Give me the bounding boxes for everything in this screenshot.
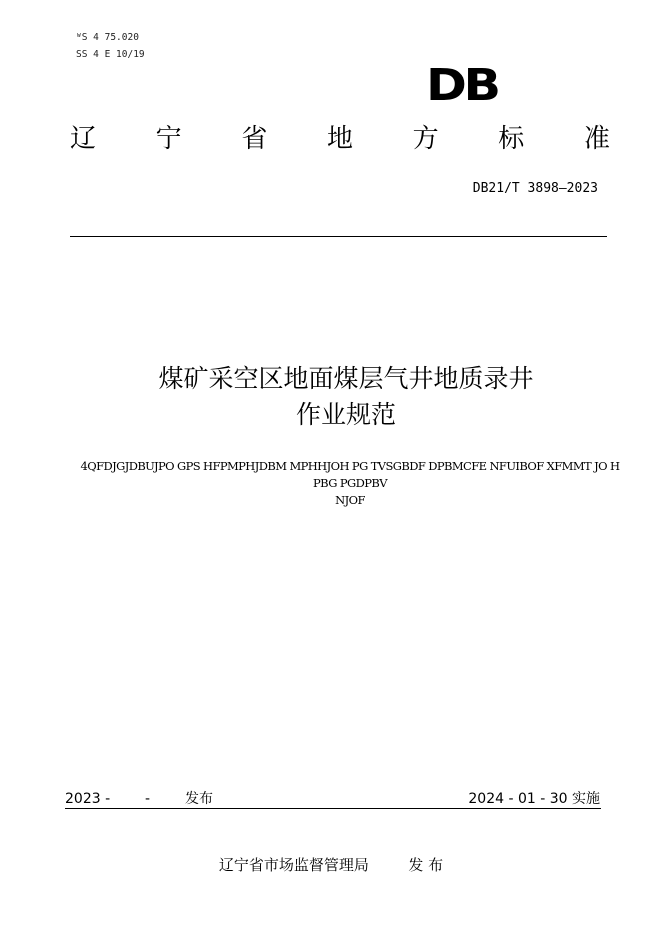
issue-date xyxy=(65,788,213,808)
document-title-line2: 作业规范 xyxy=(295,400,396,429)
standard-type-char: 省 xyxy=(241,124,268,154)
english-title xyxy=(80,458,620,509)
date-divider xyxy=(65,808,601,809)
standard-type-char: 标 xyxy=(498,124,525,154)
standard-type-char: 地 xyxy=(326,124,353,154)
issue-year: 2023 - xyxy=(65,791,111,807)
ics-code: ᵂS 4 75.020 xyxy=(76,32,139,43)
issuing-authority xyxy=(0,854,662,875)
authority-name: 辽宁省市场监督管理局 xyxy=(218,856,369,874)
implementation-date: 2024 - 01 - 30 实施 xyxy=(468,791,600,807)
standard-type-title xyxy=(70,126,610,152)
header-divider xyxy=(70,236,607,237)
standard-type-char: 宁 xyxy=(155,124,182,154)
db-logo: DB xyxy=(425,60,498,111)
standard-type-char: 辽 xyxy=(70,124,97,154)
document-title xyxy=(0,361,662,433)
ccs-code: SS 4 E 10/19 xyxy=(76,49,145,60)
standard-type-char: 准 xyxy=(583,124,610,154)
standard-number: DB21/T 3898—2023 xyxy=(472,181,598,196)
issue-action: 发 布 xyxy=(408,856,444,874)
english-title-line2: NJOF xyxy=(335,493,365,507)
english-title-line1: 4QFDJGJDBUJPO GPS HFPMPHJDBM MPHHJOH PG TVSGBDF DPBMCFE NFUIBOF XFMMT JO HPBG PGDPBV xyxy=(80,459,620,490)
issue-label: 发布 xyxy=(185,791,214,807)
issue-date-separator: - xyxy=(145,791,151,807)
document-title-line1: 煤矿采空区地面煤层气井地质录井 xyxy=(158,364,534,393)
standard-type-char: 方 xyxy=(412,124,439,154)
